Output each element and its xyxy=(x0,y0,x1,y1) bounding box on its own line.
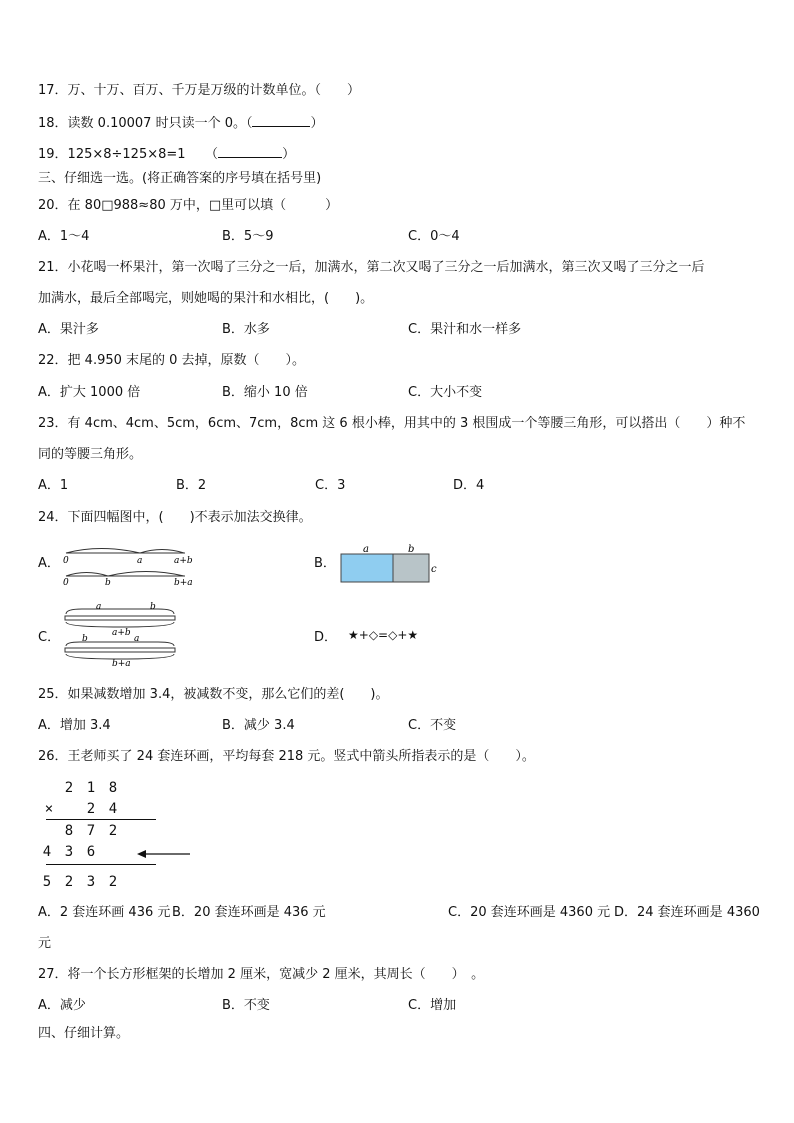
segment-diagram xyxy=(62,602,182,666)
option-b[interactable]: B．缩小 10 倍 xyxy=(222,385,308,400)
digit: 4 xyxy=(42,844,52,860)
question-23-line1: 23．有 4cm、4cm、5cm，6cm、7cm，8cm 这 6 根小棒，用其中的 3 根围成一个等腰三角形，可以搭出（ ）种不 xyxy=(38,416,746,431)
option-b[interactable]: B．减少 3.4 xyxy=(222,718,295,733)
digit: 1 xyxy=(86,780,96,796)
digit: 3 xyxy=(86,874,96,890)
option-a[interactable]: A．增加 3.4 xyxy=(38,718,111,733)
option-d[interactable]: D． xyxy=(314,630,338,645)
label-a: a xyxy=(363,544,369,555)
option-c[interactable]: C．大小不变 xyxy=(408,385,483,400)
question-19: 19．125×8÷125×8=1 （ ） xyxy=(38,147,296,162)
rule-line xyxy=(46,864,156,865)
question-17: 17．万、十万、百万、千万是万级的计数单位。（ ） xyxy=(38,83,361,98)
option-d[interactable]: D．4 xyxy=(453,478,485,493)
question-22: 22．把 4.950 末尾的 0 去掉，原数（ ）。 xyxy=(38,353,306,368)
section-heading-4: 四、仔细计算。 xyxy=(38,1026,130,1041)
digit: 2 xyxy=(64,874,74,890)
tick-label: a+b xyxy=(174,556,193,566)
option-b[interactable]: B．不变 xyxy=(222,998,270,1013)
digit: 8 xyxy=(64,823,74,839)
option-a[interactable]: A．扩大 1000 倍 xyxy=(38,385,141,400)
label-b: b xyxy=(408,544,415,555)
option-c[interactable]: C．增加 xyxy=(408,998,457,1013)
star-diamond-equation: ★+◇=◇+★ xyxy=(348,628,419,642)
question-25: 25．如果减数增加 3.4，被减数不变，那么它们的差( )。 xyxy=(38,687,389,702)
question-26: 26．王老师买了 24 套连环画，平均每套 218 元。竖式中箭头所指表示的是（ ）。 xyxy=(38,749,535,764)
tick-label: 0 xyxy=(63,556,69,566)
label-c: c xyxy=(431,564,437,575)
number-line-diagram xyxy=(60,544,200,586)
digit: 2 xyxy=(108,823,118,839)
option-d-continued: 元 xyxy=(38,936,52,951)
arrow-left-icon xyxy=(136,849,192,859)
option-c[interactable]: C．3 xyxy=(315,478,346,493)
question-23-line2: 同的等腰三角形。 xyxy=(38,447,143,462)
option-a[interactable]: A． xyxy=(38,556,60,571)
question-21-line2: 加满水，最后全部喝完，则她喝的果汁和水相比，( )。 xyxy=(38,291,374,306)
digit: 4 xyxy=(108,801,118,817)
tick-label: a xyxy=(137,556,143,566)
digit: 2 xyxy=(64,780,74,796)
tick-label: b+a xyxy=(174,578,193,586)
vertical-multiplication xyxy=(38,780,198,892)
label-a-plus-b: a+b xyxy=(112,628,131,638)
tick-label: 0 xyxy=(63,578,69,586)
option-c[interactable]: C．0～4 xyxy=(408,229,460,244)
answer-blank[interactable] xyxy=(252,115,310,127)
label-b: b xyxy=(150,602,156,612)
option-d[interactable]: D．24 套连环画是 4360 xyxy=(614,905,760,920)
rule-line xyxy=(46,819,156,820)
section-heading-3: 三、仔细选一选。(将正确答案的序号填在括号里) xyxy=(38,171,322,186)
option-a[interactable]: A．1 xyxy=(38,478,69,493)
option-b[interactable]: B．20 套连环画是 436 元 xyxy=(172,905,326,920)
times-sign: × xyxy=(44,801,54,817)
label-a: a xyxy=(96,602,102,612)
tick-label: b xyxy=(105,578,111,586)
option-b[interactable]: B．5～9 xyxy=(222,229,274,244)
rect-b xyxy=(393,554,429,582)
question-27: 27．将一个长方形框架的长增加 2 厘米，宽减少 2 厘米，其周长（ ） 。 xyxy=(38,967,485,982)
label-a: a xyxy=(134,634,140,644)
option-c[interactable]: C．果汁和水一样多 xyxy=(408,322,522,337)
option-b[interactable]: B． xyxy=(314,556,336,571)
option-a[interactable]: A．1～4 xyxy=(38,229,90,244)
option-b[interactable]: B．2 xyxy=(176,478,207,493)
option-a[interactable]: A．2 套连环画 436 元 xyxy=(38,905,171,920)
option-c[interactable]: C． xyxy=(38,630,61,645)
rectangle-diagram xyxy=(338,542,442,586)
label-b-plus-a: b+a xyxy=(112,659,131,666)
digit: 5 xyxy=(42,874,52,890)
answer-blank[interactable] xyxy=(218,146,282,158)
option-a[interactable]: A．果汁多 xyxy=(38,322,99,337)
rect-a xyxy=(341,554,393,582)
digit: 2 xyxy=(86,801,96,817)
option-b[interactable]: B．水多 xyxy=(222,322,270,337)
option-c[interactable]: C．20 套连环画是 4360 元 xyxy=(448,905,611,920)
digit: 8 xyxy=(108,780,118,796)
digit: 6 xyxy=(86,844,96,860)
question-18-text: 18．读数 0.10007 时只读一个 0。（ xyxy=(38,116,253,131)
option-a[interactable]: A．减少 xyxy=(38,998,86,1013)
label-b: b xyxy=(82,634,88,644)
digit: 3 xyxy=(64,844,74,860)
digit: 2 xyxy=(108,874,118,890)
question-20: 20．在 80□988≈80 万中，□里可以填（ ） xyxy=(38,198,339,213)
question-24: 24．下面四幅图中，( )不表示加法交换律。 xyxy=(38,510,312,525)
digit: 7 xyxy=(86,823,96,839)
question-18: 18．读数 0.10007 时只读一个 0。（ ） xyxy=(38,116,324,131)
question-21-line1: 21．小花喝一杯果汁，第一次喝了三分之一后，加满水，第二次又喝了三分之一后加满水，第三次又喝了三分之一后 xyxy=(38,260,705,275)
question-19-text: 19．125×8÷125×8=1 （ xyxy=(38,147,219,162)
option-c[interactable]: C．不变 xyxy=(408,718,457,733)
